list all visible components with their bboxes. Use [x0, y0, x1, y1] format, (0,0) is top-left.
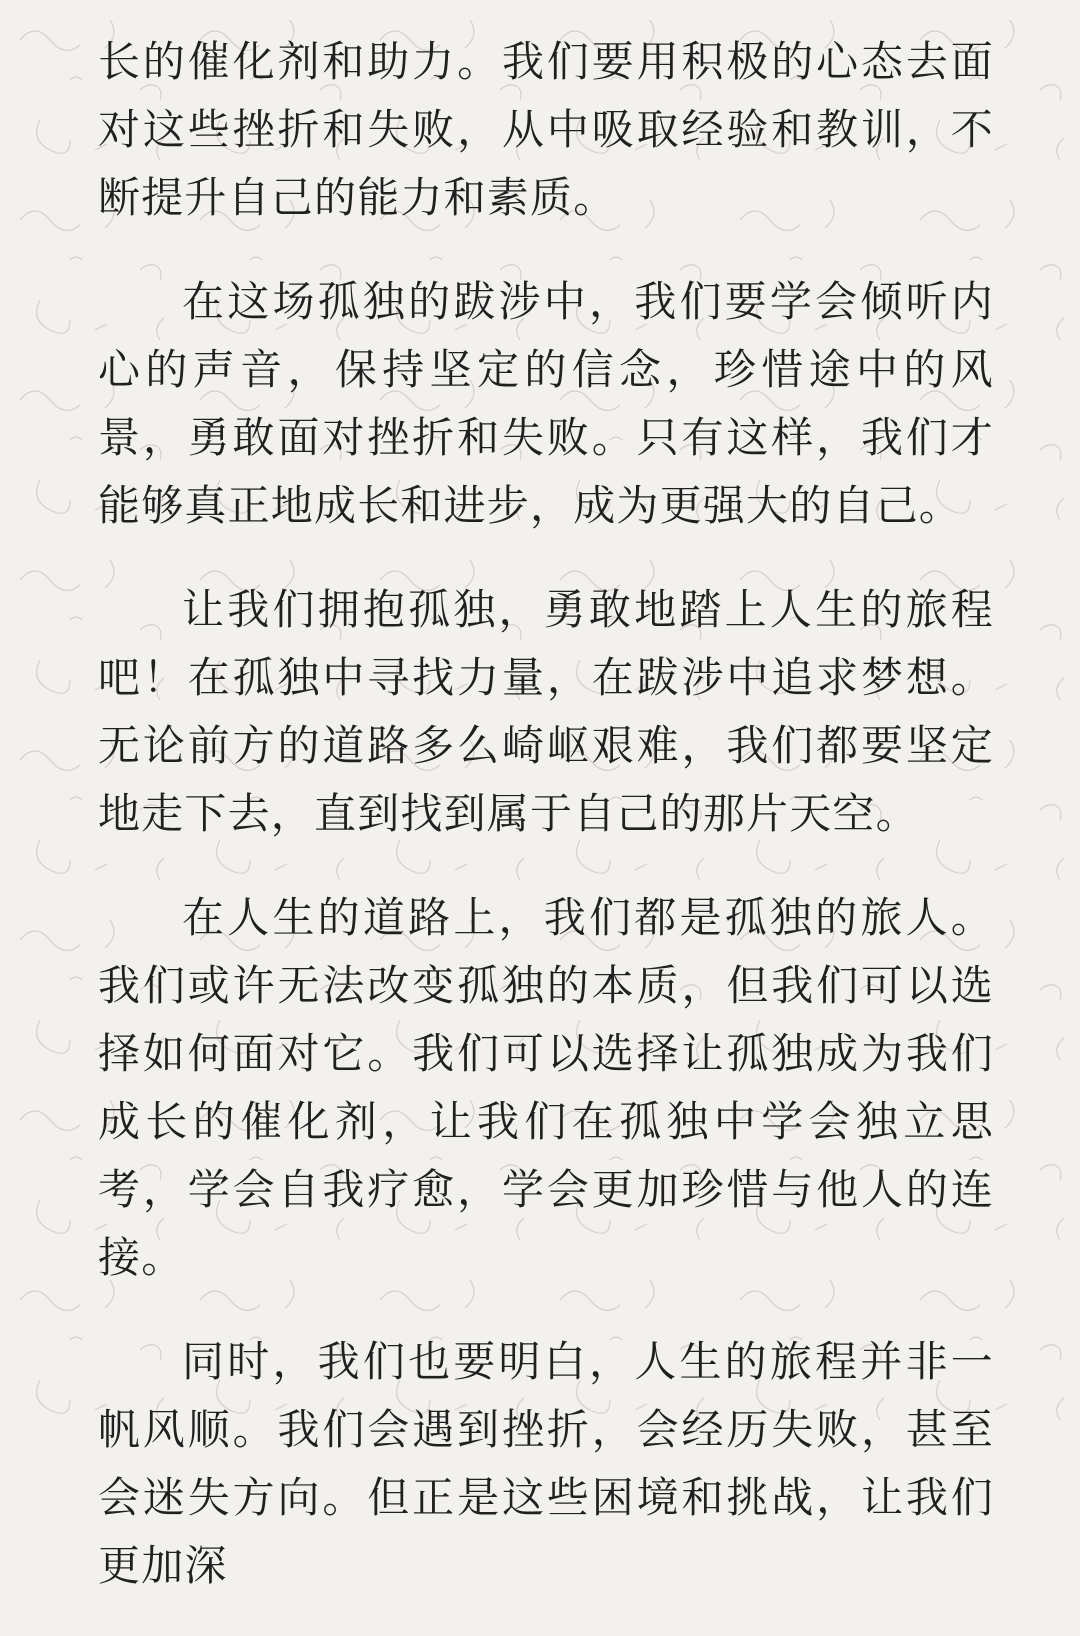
paragraph-2: 在这场孤独的跋涉中，我们要学会倾听内心的声音，保持坚定的信念，珍惜途中的风景，勇敢面对挫折和失败。只有这样，我们才能够真正地成长和进步，成为更强大的自己。 [98, 277, 994, 530]
paragraph-4: 在人生的道路上，我们都是孤独的旅人。我们或许无法改变孤独的本质，但我们可以选择如何面对它。我们可以选择让孤独成为我们成长的催化剂，让我们在孤独中学会独立思考，学会自我疗愈，学会更加珍惜与他人的连接。 [98, 893, 994, 1282]
paragraph-5: 同时，我们也要明白，人生的旅程并非一帆风顺。我们会遇到挫折，会经历失败，甚至会迷失方向。但正是这些困境和挑战，让我们更加深 [98, 1337, 994, 1590]
article-body [98, 28, 994, 1636]
paragraph-1: 长的催化剂和助力。我们要用积极的心态去面对这些挫折和失败，从中吸取经验和教训，不断提升自己的能力和素质。 [98, 37, 994, 222]
paragraph-3: 让我们拥抱孤独，勇敢地踏上人生的旅程吧！在孤独中寻找力量，在跋涉中追求梦想。无论前方的道路多么崎岖艰难，我们都要坚定地走下去，直到找到属于自己的那片天空。 [98, 585, 994, 838]
